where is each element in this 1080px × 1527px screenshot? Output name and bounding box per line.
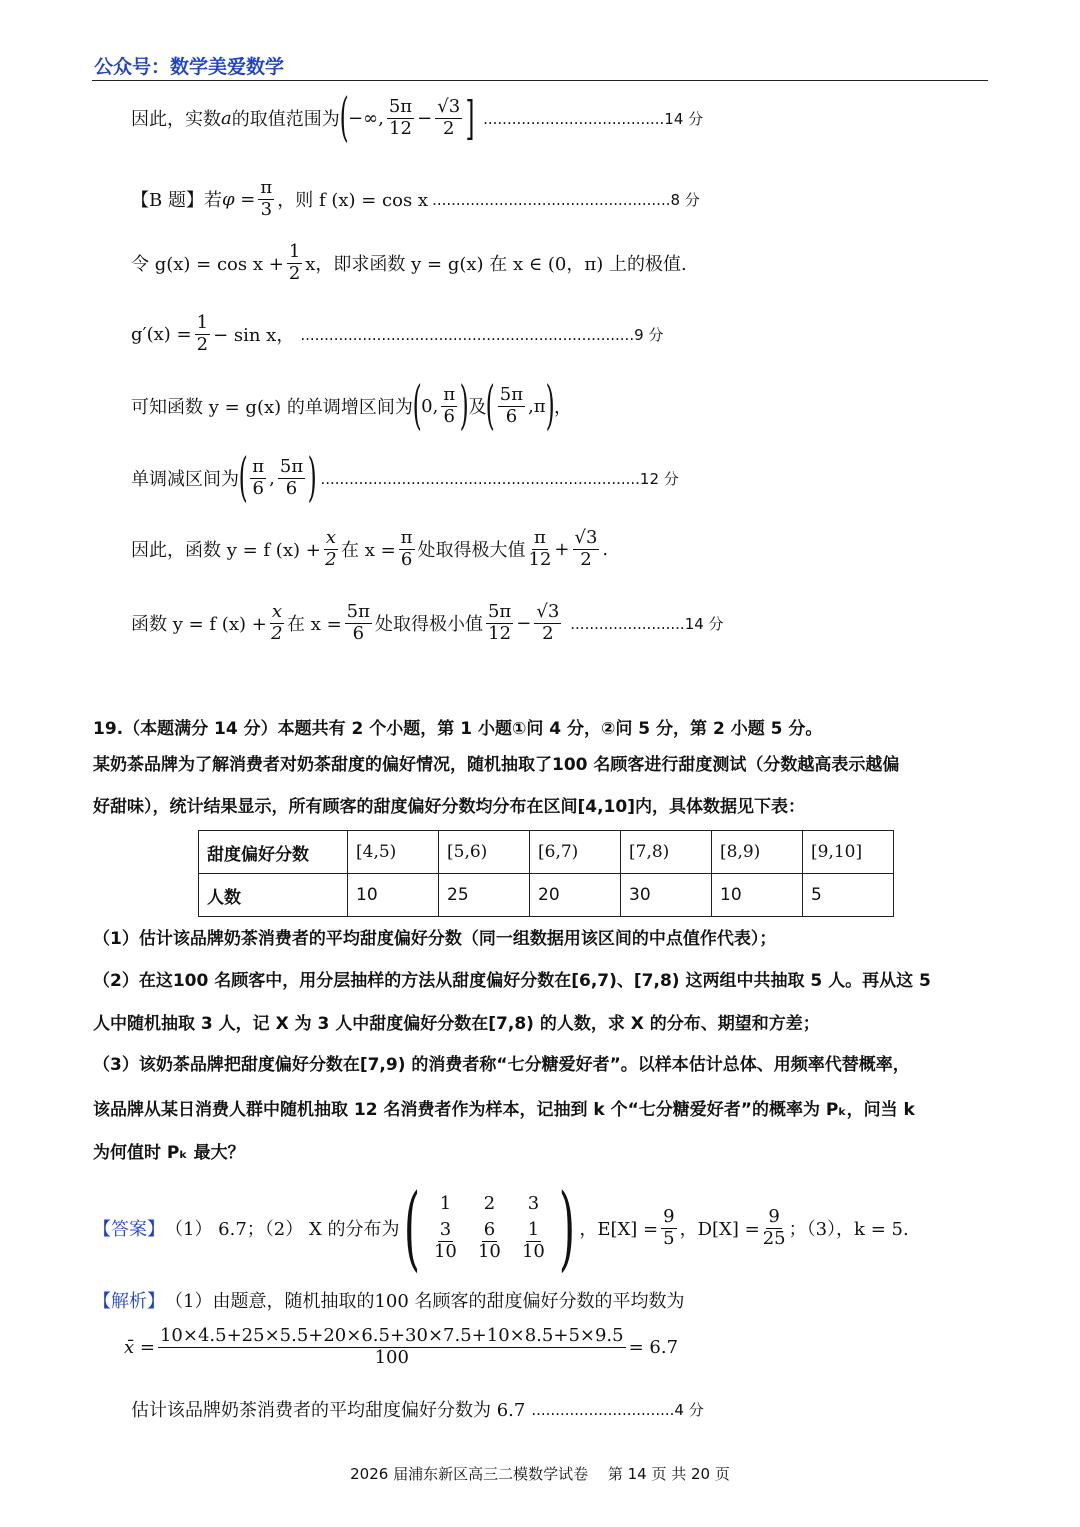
table-count-label: 人数 bbox=[199, 874, 348, 917]
matrix-cell: 3 bbox=[527, 1193, 540, 1215]
answer-line bbox=[93, 1174, 909, 1281]
text: = 6.7 bbox=[628, 1336, 679, 1358]
table-cell: 30 bbox=[621, 874, 712, 917]
table-cell: [5,6) bbox=[439, 831, 530, 874]
matrix-cell: 1 bbox=[439, 1193, 452, 1215]
q19-sub-2a: （2）在这100 名顾客中，用分层抽样的方法从甜度偏好分数在[6,7)、[7,8) 这两组中共抽取 5 人。再从这 5 bbox=[93, 971, 931, 991]
text: + bbox=[554, 538, 570, 560]
fraction: $\frac{\pi}{6}$ bbox=[400, 527, 413, 570]
left-paren: ( bbox=[412, 376, 422, 436]
table-cell: 5 bbox=[803, 874, 894, 917]
score-note: ........................14 分 bbox=[570, 614, 724, 633]
table-row bbox=[199, 874, 894, 917]
text: . bbox=[602, 538, 609, 560]
q19-title: 19.（本题满分 14 分）本题共有 2 个小题，第 1 小题①问 4 分，②问 5 分，第 2 小题 5 分。 bbox=[93, 719, 823, 739]
right-paren: ) bbox=[545, 376, 555, 436]
text: ；（3），k = 5. bbox=[788, 1219, 909, 1240]
text: ，则 f (x) = cos x bbox=[277, 190, 429, 212]
var-a: a bbox=[221, 107, 232, 129]
table-cell: 20 bbox=[530, 874, 621, 917]
mean-formula bbox=[124, 1326, 678, 1368]
fraction: $\frac{10\times 4.5+25\times 5.5+20\times 6.5+30\times 7.5+10\times 8.5+5\times 9.5}{100}$ bbox=[159, 1325, 624, 1368]
text: 处取得极大值 bbox=[417, 540, 526, 562]
header-account: 公众号：数学美爱数学 bbox=[94, 56, 285, 78]
increasing-interval-line bbox=[131, 376, 572, 436]
text: − bbox=[417, 107, 433, 129]
analysis-line bbox=[93, 1287, 685, 1313]
left-paren: ( bbox=[486, 376, 496, 436]
fraction: $\frac{\pi}{6}$ bbox=[443, 383, 456, 427]
min-value-line bbox=[131, 602, 724, 644]
fraction: $\frac{9}{25}$ bbox=[762, 1205, 786, 1249]
text: 因此，实数 bbox=[131, 109, 221, 130]
fraction: $\frac{√3}{2}$ bbox=[574, 527, 598, 570]
score-note: ..................................................8 分 bbox=[432, 190, 700, 209]
right-paren: ) bbox=[307, 448, 317, 508]
text: 【B 题】若 bbox=[131, 190, 222, 212]
text: φ = bbox=[221, 188, 256, 210]
text: 的取值范围为 bbox=[231, 109, 340, 130]
text: 单调减区间为 bbox=[131, 469, 239, 490]
text: ， bbox=[553, 397, 572, 418]
table-cell: [7,8) bbox=[621, 831, 712, 874]
fraction: $\frac{x}{2}$ bbox=[271, 601, 283, 644]
q19-sub-3b: 该品牌从某日消费人群中随机抽取 12 名消费者作为样本，记抽到 k 个“七分糖爱好者”的概率为 Pₖ，问当 k bbox=[93, 1100, 915, 1120]
text: − sin x， bbox=[213, 325, 295, 347]
left-paren: ( bbox=[238, 448, 248, 508]
fraction: $\frac{5\pi}{12}$ bbox=[388, 95, 413, 139]
fraction: $\frac{5\pi}{6}$ bbox=[499, 383, 524, 427]
q19-sub-1: （1）估计该品牌奶茶消费者的平均甜度偏好分数（同一组数据用该区间的中点值作代表）； bbox=[93, 929, 777, 949]
fraction: $\frac{5\pi}{12}$ bbox=[487, 601, 512, 644]
text: ，E[X] = bbox=[579, 1219, 659, 1240]
q19-sub-3c: 为何值时 Pₖ 最大？ bbox=[93, 1143, 245, 1163]
right-paren: ) bbox=[559, 1174, 576, 1281]
fraction: $\frac{1}{2}$ bbox=[288, 241, 301, 284]
estimate-line bbox=[131, 1396, 704, 1422]
range-conclusion-line bbox=[131, 88, 704, 148]
left-paren: ( bbox=[403, 1174, 420, 1281]
fraction: $\frac{1}{2}$ bbox=[196, 312, 209, 355]
score-note: ...................................................................12 分 bbox=[320, 469, 679, 488]
table-cell: [6,7) bbox=[530, 831, 621, 874]
text: x，即求函数 y = g(x) 在 x ∈ (0，π) 上的极值. bbox=[305, 254, 687, 276]
text: （1）由题意，随机抽取的100 名顾客的甜度偏好分数的平均数为 bbox=[165, 1291, 685, 1312]
text: 处取得极小值 bbox=[374, 614, 483, 636]
text: 及 bbox=[468, 397, 487, 418]
max-value-line bbox=[131, 528, 608, 570]
text: 估计该品牌奶茶消费者的平均甜度偏好分数为 6.7 bbox=[131, 1400, 526, 1421]
fraction: $\frac{√3}{2}$ bbox=[437, 95, 461, 139]
text: x̄ = bbox=[124, 1336, 155, 1358]
table-row bbox=[199, 831, 894, 874]
text: 因此，函数 y = f (x) + bbox=[131, 540, 321, 562]
fraction: $\frac{\pi}{12}$ bbox=[528, 527, 552, 570]
page-footer: 2026 届浦东新区高三二模数学试卷 第 14 页 共 20 页 bbox=[350, 1465, 730, 1483]
table-cell: [8,9) bbox=[712, 831, 803, 874]
table-cell: 10 bbox=[348, 874, 439, 917]
text: 可知函数 y = g(x) 的单调增区间为 bbox=[131, 397, 413, 418]
fraction: $\frac{1}{10}$ bbox=[521, 1219, 545, 1262]
define-g-line bbox=[131, 242, 687, 284]
sweetness-table bbox=[198, 830, 894, 917]
table-cell: 25 bbox=[439, 874, 530, 917]
q19-paragraph-2: 好甜味），统计结果显示，所有顾客的甜度偏好分数均分布在区间[4,10]内，具体数据见下表： bbox=[93, 797, 805, 817]
right-paren: ) bbox=[459, 376, 469, 436]
decreasing-interval-line: 单调减区间为 ( $\frac{\pi}{6}$ , $\frac{5\pi}{6}$ ) ...................................................................12 分 bbox=[131, 448, 679, 508]
text: 令 g(x) = cos x + bbox=[131, 254, 284, 276]
text: ,π bbox=[528, 395, 546, 417]
text: 在 x = bbox=[286, 614, 342, 636]
header-rule bbox=[92, 80, 988, 81]
table-header-label: 甜度偏好分数 bbox=[199, 831, 348, 874]
score-note: ......................................................................9 分 bbox=[300, 325, 664, 344]
table-cell: [9,10] bbox=[803, 831, 894, 874]
text: （1） 6.7；（2） X 的分布为 bbox=[165, 1219, 400, 1240]
right-bracket: ] bbox=[465, 91, 475, 145]
score-note: ..............................4 分 bbox=[531, 1400, 704, 1419]
derivative-line bbox=[131, 313, 663, 355]
text: 在 x = bbox=[340, 540, 396, 562]
distribution-matrix bbox=[423, 1193, 555, 1262]
fraction: $\frac{\pi}{3}$ bbox=[260, 177, 273, 220]
fraction: $\frac{5\pi}{6}$ bbox=[279, 455, 304, 499]
table-cell: 10 bbox=[712, 874, 803, 917]
fraction: $\frac{5\pi}{6}$ bbox=[346, 601, 370, 644]
text: − bbox=[516, 612, 532, 634]
fraction: $\frac{√3}{2}$ bbox=[536, 601, 560, 644]
text: g′(x) = bbox=[131, 323, 192, 345]
text: 0, bbox=[421, 395, 439, 417]
q19-paragraph-1: 某奶茶品牌为了解消费者对奶茶甜度的偏好情况，随机抽取了100 名顾客进行甜度测试（分数越高表示越偏 bbox=[93, 755, 900, 775]
fraction: $\frac{\pi}{6}$ bbox=[252, 455, 265, 499]
matrix-cell: 2 bbox=[483, 1193, 496, 1215]
score-note: ......................................14 分 bbox=[483, 109, 704, 128]
left-paren: ( bbox=[339, 88, 349, 148]
answer-tag: 【答案】 bbox=[93, 1219, 165, 1240]
analysis-tag: 【解析】 bbox=[93, 1291, 165, 1312]
fraction: $\frac{9}{5}$ bbox=[663, 1205, 675, 1249]
text: ，D[X] = bbox=[679, 1219, 760, 1240]
fraction: $\frac{3}{10}$ bbox=[433, 1219, 457, 1262]
text: −∞, bbox=[348, 107, 384, 129]
fraction: $\frac{6}{10}$ bbox=[477, 1219, 501, 1262]
q19-sub-2b: 人中随机抽取 3 人，记 X 为 3 人中甜度偏好分数在[7,8) 的人数，求 X 的分布、期望和方差； bbox=[93, 1014, 820, 1034]
fraction: $\frac{x}{2}$ bbox=[325, 527, 337, 570]
part-b-intro-line bbox=[131, 178, 700, 220]
table-cell: [4,5) bbox=[348, 831, 439, 874]
q19-sub-3a: （3）该奶茶品牌把甜度偏好分数在[7,9) 的消费者称“七分糖爱好者”。以样本估计总体、用频率代替概率， bbox=[93, 1055, 910, 1075]
text: 函数 y = f (x) + bbox=[131, 614, 267, 636]
